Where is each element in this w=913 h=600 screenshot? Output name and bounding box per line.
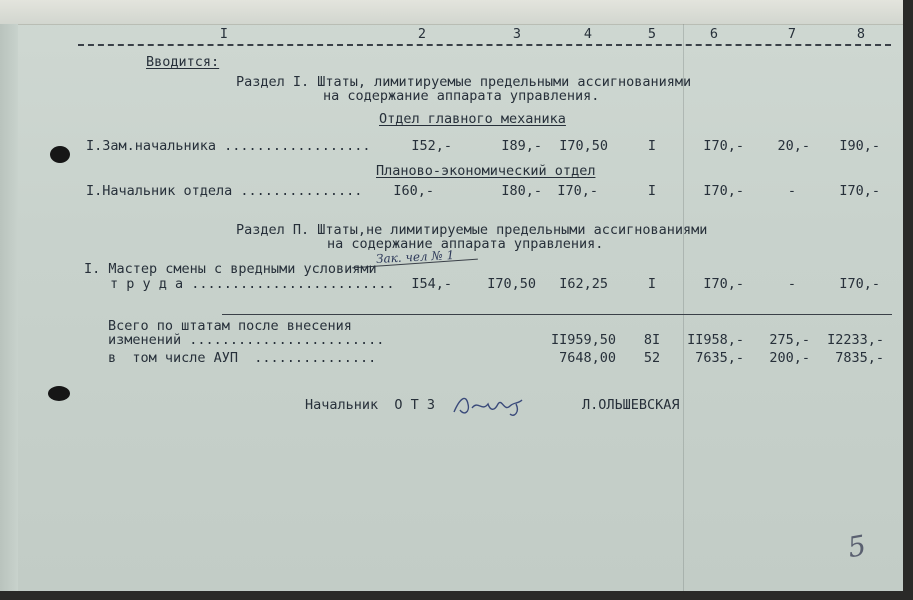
cell-col3: I80,- [501, 183, 542, 199]
col-header-4: 4 [583, 26, 593, 42]
cell-col7: 275,- [769, 332, 810, 348]
col-header-3: 3 [512, 26, 522, 42]
col-header-7: 7 [787, 26, 797, 42]
header-dashed-rule [78, 44, 891, 46]
row-name-line1: I. Мастер смены с вредными условиями [84, 261, 377, 277]
signature-title: Начальник О Т З [305, 397, 436, 413]
cell-col5: I [647, 138, 657, 154]
cell-col7: 20,- [777, 138, 810, 154]
col-header-2: 2 [417, 26, 427, 42]
right-dark-edge [903, 0, 913, 600]
cell-col5: 8I [643, 332, 661, 348]
cell-col8: I70,- [839, 183, 880, 199]
dept1-heading: Отдел главного механика [379, 111, 566, 127]
punch-hole [48, 386, 70, 401]
cell-col4: I62,25 [559, 276, 608, 292]
col-header-8: 8 [856, 26, 866, 42]
cell-col6: 7635,- [695, 350, 744, 366]
cell-col7: - [787, 183, 797, 199]
section2-title-line2: на содержание аппарата управления. [327, 236, 604, 252]
cell-col3: I70,50 [487, 276, 536, 292]
cell-col4: 7648,00 [559, 350, 616, 366]
cell-col6: I70,- [703, 276, 744, 292]
col-header-6: 6 [709, 26, 719, 42]
cell-col6: II958,- [687, 332, 744, 348]
section2-title-line1: Раздел П. Штаты,не лимитируемые предельными ассигнованиями [236, 222, 708, 238]
col-header-5: 5 [647, 26, 657, 42]
cell-col6: I70,- [703, 138, 744, 154]
cell-col2: I52,- [411, 138, 452, 154]
signature-name: Л.ОЛЬШЕВСКАЯ [582, 397, 680, 413]
cell-col4: I70,- [557, 183, 598, 199]
dept2-heading: Планово-экономический отдел [376, 163, 596, 179]
row-name: I.Зам.начальника .................. [86, 138, 371, 154]
col-header-1: I [219, 26, 229, 42]
cell-col8: 7835,- [835, 350, 884, 366]
cell-col6: I70,- [703, 183, 744, 199]
left-paper-edge [0, 24, 18, 600]
cell-col2: I54,- [411, 276, 452, 292]
cell-col5: 52 [643, 350, 661, 366]
punch-hole [50, 146, 70, 163]
cell-col5: I [647, 183, 657, 199]
page-number-mark: 5 [845, 528, 869, 565]
cell-col4: I70,50 [559, 138, 608, 154]
handwritten-note: Зак. чел № 1 [375, 247, 455, 267]
row-name-line2: т р у д а ......................... [110, 276, 395, 292]
cell-col3: I89,- [501, 138, 542, 154]
section1-title-line2: на содержание аппарата управления. [323, 88, 600, 104]
section1-title-line1: Раздел I. Штаты, лимитируемые предельными ассигнованиями [236, 74, 692, 90]
intro-label: Вводится: [146, 54, 220, 70]
cell-col8: I2233,- [827, 332, 884, 348]
totals-rule [222, 314, 892, 315]
cell-col7: 200,- [769, 350, 810, 366]
totals-label-line2: изменений ........................ [108, 332, 385, 348]
paper-fold-line [683, 24, 684, 600]
top-paper-strip [0, 0, 913, 25]
cell-col8: I70,- [839, 276, 880, 292]
row-name: I.Начальник отдела ............... [86, 183, 363, 199]
handwritten-signature [450, 390, 534, 420]
totals-sub-label: в том числе АУП ............... [108, 350, 377, 366]
cell-col5: I [647, 276, 657, 292]
cell-col8: I90,- [839, 138, 880, 154]
totals-label-line1: Всего по штатам после внесения [108, 318, 352, 334]
bottom-dark-edge [0, 591, 913, 600]
cell-col2: I60,- [393, 183, 434, 199]
cell-col4: II959,50 [550, 332, 616, 348]
cell-col7: - [787, 276, 797, 292]
